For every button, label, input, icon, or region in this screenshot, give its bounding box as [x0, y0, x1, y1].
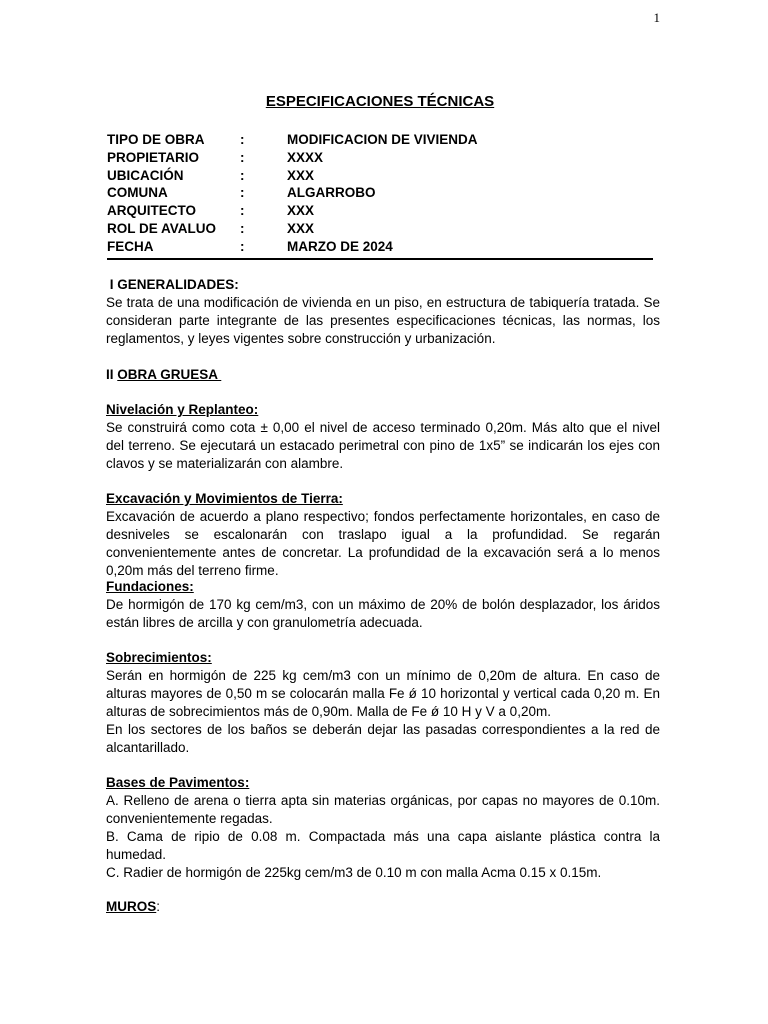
section-heading: Fundaciones:: [106, 579, 194, 594]
section-excavacion: [106, 490, 660, 580]
info-value: XXX: [287, 167, 315, 183]
section-text: Se trata de una modificación de vivienda en un piso, en estructura de tabiquería tratada. Se consideran parte integrante de las presentes especificaciones técnicas, las normas, los reglamentos, y leyes vigentes sobre construcción y urbanización.: [106, 295, 660, 346]
info-colon: :: [240, 203, 245, 219]
section-heading: OBRA GRUESA: [117, 367, 222, 382]
info-colon: :: [240, 185, 245, 201]
section-nivelacion: [106, 401, 660, 473]
section-muros: [106, 898, 660, 916]
section-sobrecimientos: [106, 649, 660, 757]
section-bases-pavimentos: [106, 774, 660, 882]
section-heading: Nivelación y Replanteo:: [106, 402, 259, 417]
info-value: XXX: [287, 203, 315, 219]
info-row-tipo-obra: [107, 131, 653, 149]
section-text: Se construirá como cota ± 0,00 el nivel de acceso terminado 0,20m. Más alto que el nivel del terreno. Se ejecutará un estacado perimetral con pino de 1x5” se indicarán los ejes con clavos y se materializarán con alambre.: [106, 420, 660, 471]
info-label: COMUNA: [107, 185, 168, 201]
info-colon: :: [240, 238, 245, 254]
info-label: TIPO DE OBRA: [107, 132, 205, 147]
section-heading: I GENERALIDADES:: [106, 277, 239, 292]
info-row-arquitecto: [107, 202, 653, 220]
info-row-rol-avaluo: [107, 220, 653, 238]
section-heading: Bases de Pavimentos:: [106, 775, 250, 790]
section-heading: Sobrecimientos:: [106, 650, 212, 665]
section-fundaciones: [106, 578, 660, 632]
list-item: B. Cama de ripio de 0.08 m. Compactada más una capa aislante plástica contra la humedad.: [106, 829, 660, 862]
info-colon: :: [240, 167, 245, 183]
info-value: MODIFICACION DE VIVIENDA: [287, 132, 478, 147]
list-item: C. Radier de hormigón de 225kg cem/m3 de 0.10 m con malla Acma 0.15 x 0.15m.: [106, 865, 602, 880]
info-value: XXXX: [287, 149, 324, 165]
section-text: Serán en hormigón de 225 kg cem/m3 con un mínimo de 0,20m de altura. En caso de alturas mayores de 0,50 m se colocarán malla Fe ǿ 10 horizontal y vertical cada 0,20 m. En alturas de sobrecimientos más de 0,90m. Malla de Fe ǿ 10 H y V a 0,20m.: [106, 668, 660, 719]
info-value: MARZO DE 2024: [287, 238, 393, 254]
info-label: PROPIETARIO: [107, 149, 200, 165]
document-title: ESPECIFICACIONES TÉCNICAS: [265, 93, 495, 110]
info-label: ARQUITECTO: [107, 203, 197, 219]
info-colon: :: [240, 149, 245, 165]
page-number: 1: [653, 10, 660, 25]
list-item: A. Relleno de arena o tierra apta sin materias orgánicas, por capas no mayores de 0.10m. convenientemente regadas.: [106, 793, 660, 826]
section-suffix: :: [156, 899, 161, 914]
info-colon: :: [240, 220, 245, 236]
info-value: XXX: [287, 220, 315, 236]
info-row-propietario: [107, 149, 653, 167]
info-colon: :: [240, 132, 245, 147]
info-row-comuna: [107, 184, 653, 202]
section-text: En los sectores de los baños se deberán dejar las pasadas correspondientes a la red de alcantarillado.: [106, 722, 660, 755]
section-heading: MUROS: [106, 899, 157, 914]
section-obra-gruesa: [106, 366, 660, 384]
section-prefix: II: [106, 367, 118, 382]
info-label: FECHA: [107, 238, 154, 254]
info-row-fecha: [107, 238, 653, 256]
info-value: ALGARROBO: [287, 185, 376, 201]
info-label: UBICACIÓN: [107, 167, 184, 183]
section-text: Excavación de acuerdo a plano respectivo; fondos perfectamente horizontales, en caso de desniveles se escalonarán con traslapo igual a la profundidad. Se regarán convenientemente antes de concretar. La profundidad de la excavación será a lo menos 0,20m más del terreno firme.: [106, 509, 660, 578]
section-heading: Excavación y Movimientos de Tierra:: [106, 491, 343, 506]
info-label: ROL DE AVALUO: [107, 220, 217, 236]
info-row-ubicacion: [107, 167, 653, 185]
section-generalidades: [106, 276, 660, 348]
project-info-table: [107, 131, 653, 260]
section-text: De hormigón de 170 kg cem/m3, con un máximo de 20% de bolón desplazador, los áridos están libres de arcilla y con granulometría adecuada.: [106, 597, 660, 630]
